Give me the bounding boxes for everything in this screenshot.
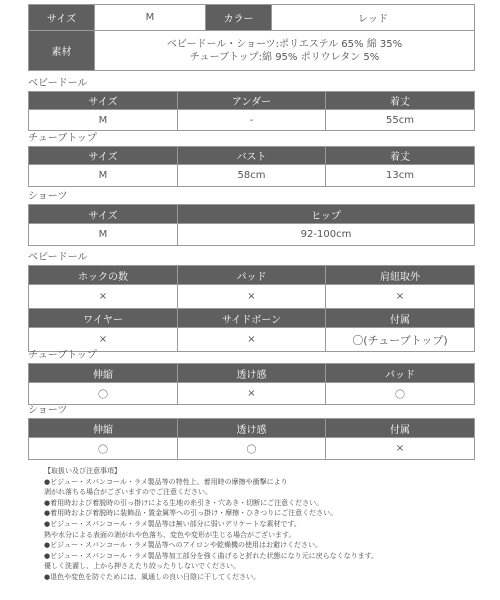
header-pad: パッド bbox=[326, 364, 475, 383]
size-label: サイズ bbox=[29, 5, 95, 31]
cell-under: - bbox=[178, 110, 326, 131]
color-label: カラー bbox=[206, 5, 272, 31]
shorts-size-heading: ショーツ bbox=[28, 191, 68, 202]
cell-size: M bbox=[29, 224, 178, 246]
header-pad: パッド bbox=[178, 266, 326, 285]
cell-wire: × bbox=[29, 328, 178, 352]
cell-pad: × bbox=[178, 285, 326, 309]
note-line: ●ビジュー・スパンコール・ラメ製品等は無い部分に弱いデリケートな素材です。 bbox=[44, 519, 301, 528]
cell-size: M bbox=[29, 165, 178, 187]
cell-length: 55cm bbox=[326, 110, 475, 131]
note-line: ●着用時および着脱時に装飾品・置金属等への引っ掛け・摩擦・ひきつりにご注意ください。 bbox=[44, 509, 338, 518]
note-line: ●ビジュー・スパンコール・ラメ製品等加工部分を強く曲げると折れた状態になり元に戻らなくなります。 bbox=[44, 551, 379, 560]
babydoll-features-table bbox=[28, 265, 475, 352]
cell-strap-removable: × bbox=[326, 285, 475, 309]
cell-sheerness: 〇 bbox=[178, 438, 326, 460]
babydoll-size-table bbox=[28, 91, 475, 131]
material-line-2: チューブトップ:綿 95% ポリウレタン 5% bbox=[189, 51, 380, 63]
header-accessory: 付属 bbox=[326, 419, 475, 438]
tubetop-size-table bbox=[28, 146, 475, 187]
note-line: 剥がれ落ちる場合がございますのでご注意ください。 bbox=[44, 488, 212, 497]
color-value: レッド bbox=[272, 5, 475, 31]
header-strap-removable: 肩紐取外 bbox=[326, 266, 475, 285]
note-line: 優しく洗濯し、上から押さえたり絞ったりしないでください。 bbox=[44, 562, 240, 571]
material-line-1: ベビードール・ショーツ:ポリエステル 65% 綿 35% bbox=[166, 38, 403, 50]
babydoll-features-heading: ベビードール bbox=[28, 252, 88, 263]
header-side-bone: サイドボーン bbox=[178, 309, 326, 328]
size-value: M bbox=[95, 5, 206, 31]
header-stretch: 伸縮 bbox=[29, 419, 178, 438]
material-value bbox=[95, 31, 475, 71]
babydoll-size-heading: ベビードール bbox=[28, 78, 88, 89]
tubetop-size-heading: チューブトップ bbox=[28, 133, 97, 144]
header-hip: ヒップ bbox=[178, 205, 475, 224]
shorts-size-table bbox=[28, 204, 475, 246]
header-hook-count: ホックの数 bbox=[29, 266, 178, 285]
header-size: サイズ bbox=[29, 92, 178, 110]
header-size: サイズ bbox=[29, 147, 178, 165]
note-line: ●退色や変色を防ぐためには、風通しの良い日陰に干してください。 bbox=[44, 572, 261, 581]
cell-bust: 58cm bbox=[178, 165, 326, 187]
tubetop-features-table bbox=[28, 363, 475, 405]
shorts-features-heading: ショーツ bbox=[28, 405, 68, 416]
material-label: 素材 bbox=[29, 31, 95, 71]
header-under: アンダー bbox=[178, 92, 326, 110]
cell-accessory: × bbox=[326, 438, 475, 460]
header-wire: ワイヤー bbox=[29, 309, 178, 328]
cell-side-bone: × bbox=[178, 328, 326, 352]
cell-pad: 〇 bbox=[326, 383, 475, 405]
header-length: 着丈 bbox=[326, 147, 475, 165]
header-size: サイズ bbox=[29, 205, 178, 224]
note-line: ●ビジュー・スパンコール・ラメ製品等へのアイロンや乾燥機の使用はお避けください。 bbox=[44, 541, 322, 550]
cell-accessory: 〇(チューブトップ) bbox=[326, 328, 475, 352]
note-line: ●ビジュー・スパンコール・ラメ製品等の特性上、着用時の摩擦や衝撃により bbox=[44, 477, 288, 486]
cell-length: 13cm bbox=[326, 165, 475, 187]
notes-title: 【取扱い及び注意事項】 bbox=[44, 467, 121, 475]
header-stretch: 伸縮 bbox=[29, 364, 178, 383]
care-notes bbox=[44, 466, 484, 583]
shorts-features-table bbox=[28, 418, 475, 460]
header-sheerness: 透け感 bbox=[178, 364, 326, 383]
basic-info-table bbox=[28, 4, 475, 71]
cell-hip: 92-100cm bbox=[178, 224, 475, 246]
note-line: ●着用時および着脱時の引っ掛けによる生地の糸引き・穴あき・切断にご注意ください。 bbox=[44, 498, 324, 507]
cell-stretch: 〇 bbox=[29, 438, 178, 460]
header-bust: バスト bbox=[178, 147, 326, 165]
header-length: 着丈 bbox=[326, 92, 475, 110]
cell-size: M bbox=[29, 110, 178, 131]
cell-stretch: 〇 bbox=[29, 383, 178, 405]
note-line: 熱や水分による表面の剥がれや色落ち、変色や変形が生じる場合がございます。 bbox=[44, 530, 296, 539]
header-accessory: 付属 bbox=[326, 309, 475, 328]
header-sheerness: 透け感 bbox=[178, 419, 326, 438]
cell-sheerness: × bbox=[178, 383, 326, 405]
tubetop-features-heading: チューブトップ bbox=[28, 350, 97, 361]
cell-hook-count: × bbox=[29, 285, 178, 309]
